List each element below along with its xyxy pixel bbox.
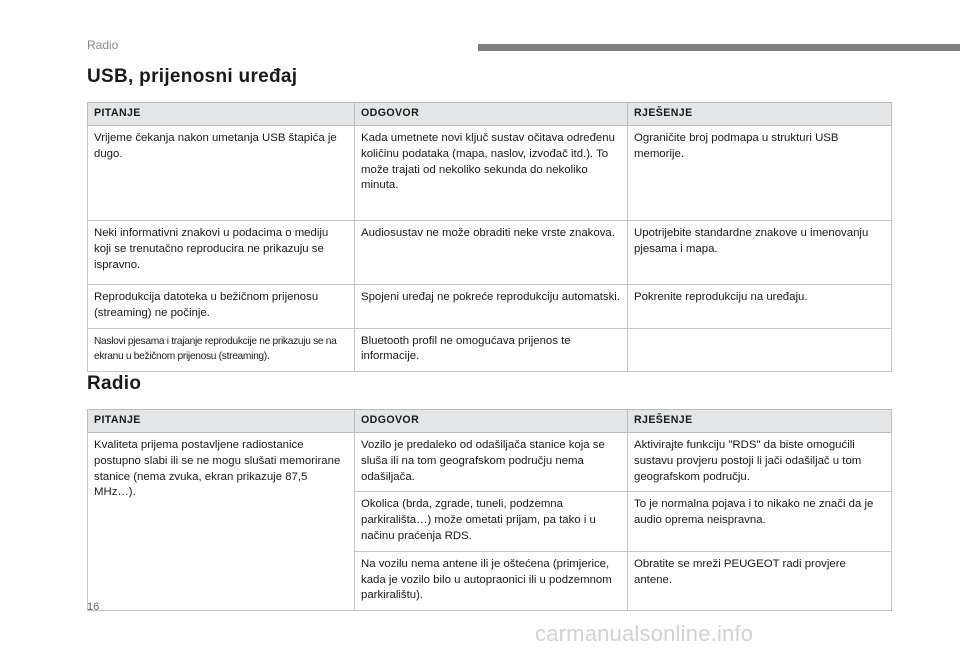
column-header-question: PITANJE: [88, 103, 355, 126]
answer-cell: Vozilo je predaleko od odašiljača stanice koja se sluša ili na tom geografskom području nema odašiljača.: [355, 433, 628, 492]
table-row: [88, 126, 892, 221]
solution-cell: Obratite se mreži PEUGEOT radi provjere antene.: [628, 551, 892, 610]
header-rule: [478, 44, 960, 51]
answer-cell: Audiosustav ne može obraditi neke vrste znakova.: [355, 221, 628, 285]
usb-section-title: USB, prijenosni uređaj: [87, 66, 298, 87]
column-header-question: PITANJE: [88, 410, 355, 433]
column-header-solution: RJEŠENJE: [628, 103, 892, 126]
radio-troubleshooting-table: [87, 409, 892, 611]
column-header-answer: ODGOVOR: [355, 410, 628, 433]
question-cell: Neki informativni znakovi u podacima o mediju koji se trenutačno reproducira ne prikazuju se ispravno.: [88, 221, 355, 285]
answer-cell: Okolica (brda, zgrade, tuneli, podzemna parkirališta…) može ometati prijam, pa tako i u načinu praćenja RDS.: [355, 492, 628, 551]
question-cell: Vrijeme čekanja nakon umetanja USB štapića je dugo.: [88, 126, 355, 221]
question-cell: Reprodukcija datoteka u bežičnom prijenosu (streaming) ne počinje.: [88, 285, 355, 329]
table-row: [88, 433, 892, 492]
question-cell: Kvaliteta prijema postavljene radiostanice postupno slabi ili se ne mogu slušati memorirane stanice (nema zvuka, ekran prikazuje 87,5 MHz…).: [88, 433, 355, 611]
running-header-label: Radio: [87, 38, 119, 52]
table-row: [88, 285, 892, 329]
solution-cell: Upotrijebite standardne znakove u imenovanju pjesama i mapa.: [628, 221, 892, 285]
usb-troubleshooting-table: [87, 102, 892, 372]
table-header-row: [88, 103, 892, 126]
question-cell: Naslovi pjesama i trajanje reprodukcije ne prikazuju se na ekranu u bežičnom prijenosu (streaming).: [88, 328, 355, 372]
page-number: 16: [87, 601, 100, 613]
solution-cell: Pokrenite reprodukciju na uređaju.: [628, 285, 892, 329]
solution-cell: To je normalna pojava i to nikako ne znači da je audio oprema neispravna.: [628, 492, 892, 551]
watermark: carmanualsonline.info: [535, 621, 754, 646]
solution-cell: Aktivirajte funkciju "RDS" da biste omogućili sustavu provjeru postoji li jači odašiljač u tom geografskom području.: [628, 433, 892, 492]
table-row: [88, 328, 892, 372]
answer-cell: Bluetooth profil ne omogućava prijenos te informacije.: [355, 328, 628, 372]
column-header-solution: RJEŠENJE: [628, 410, 892, 433]
table-header-row: [88, 410, 892, 433]
column-header-answer: ODGOVOR: [355, 103, 628, 126]
answer-cell: Na vozilu nema antene ili je oštećena (primjerice, kada je vozilo bilo u autopraonici ili u podzemnom parkiralištu).: [355, 551, 628, 610]
solution-cell: Ograničite broj podmapa u strukturi USB memorije.: [628, 126, 892, 221]
radio-section-title: Radio: [87, 373, 142, 394]
solution-cell: [628, 328, 892, 372]
table-row: [88, 221, 892, 285]
answer-cell: Kada umetnete novi ključ sustav očitava određenu količinu podataka (mapa, naslov, izvođač itd.). To može trajati od nekoliko sekunda do nekoliko minuta.: [355, 126, 628, 221]
answer-cell: Spojeni uređaj ne pokreće reprodukciju automatski.: [355, 285, 628, 329]
